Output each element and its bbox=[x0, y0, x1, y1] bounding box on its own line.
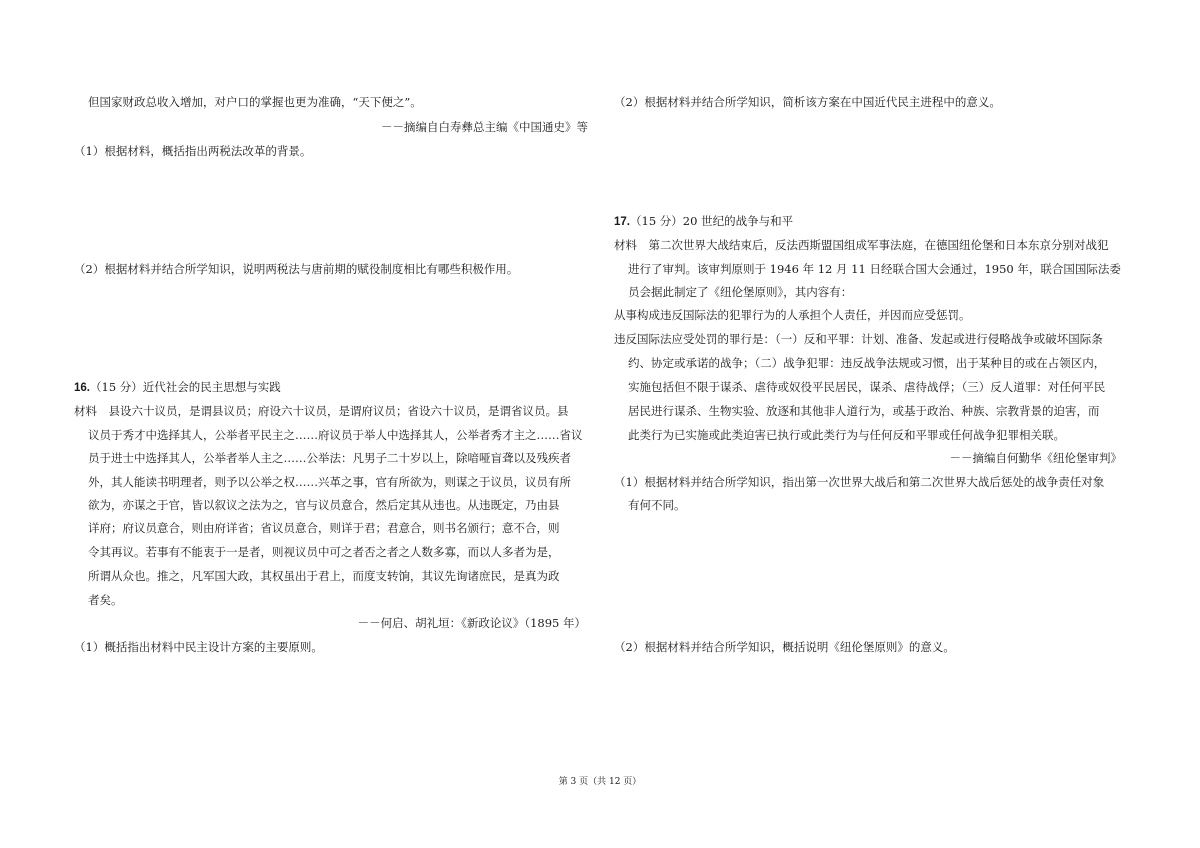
material-16-line-5: 欲为，亦谋之于官，皆以叙议之法为之，官与议员意合，然后定其从违也。从违既定，乃由县 bbox=[88, 498, 560, 512]
question-16-number: 16. bbox=[74, 382, 90, 394]
material-17-line-8: 居民进行谋杀、生物实验、放逐和其他非人道行为，或基于政治、种族、宗教背景的迫害，而 bbox=[628, 404, 1100, 418]
question-17-number: 17. bbox=[614, 216, 630, 228]
question-16-title bbox=[74, 380, 281, 395]
question-16-1: （1）概括指出材料中民主设计方案的主要原则。 bbox=[74, 640, 323, 654]
material-16-line-9: 者矣。 bbox=[88, 593, 123, 607]
material-16-line-7: 令其再议。若事有不能衷于一是者，则视议员中可之者否之者之人数多寡，而以人多者为是， bbox=[88, 545, 560, 559]
material-17-line-3: 员会据此制定了《纽伦堡原则》，其内容有： bbox=[628, 285, 853, 299]
material-17-line-5: 违反国际法应受处罚的罪行是：（一）反和平罪：计划、准备、发起或进行侵略战争或破坏国际条 bbox=[614, 332, 1103, 346]
material-17-line-4: 从事构成违反国际法的犯罪行为的人承担个人责任，并因而应受惩罚。 bbox=[614, 308, 971, 322]
material-16-line-4: 外，其人能读书明理者，则予以公举之权……兴革之事，官有所欲为，则谋之于议员，议员有所 bbox=[88, 475, 571, 489]
material-17-line-2: 进行了审判。该审判原则于 1946 年 12 月 11 日经联合国大会通过，1950 年，联合国国际法委 bbox=[628, 262, 1121, 276]
question-15-2: （2）根据材料并结合所学知识，说明两税法与唐前期的赋役制度相比有哪些积极作用。 bbox=[74, 262, 519, 276]
material-16-line-1: 材料 县设六十议员，是谓县议员；府设六十议员，是谓府议员；省设六十议员，是谓省议员。县 bbox=[74, 404, 569, 418]
material-closing-line: 但国家财政总收入增加，对户口的掌握也更为准确，“天下便之”。 bbox=[88, 95, 422, 109]
question-17-title bbox=[614, 214, 793, 229]
material-17-line-1: 材料 第二次世界大战结束后，反法西斯盟国组成军事法庭，在德国纽伦堡和日本东京分别对战犯 bbox=[614, 238, 1109, 252]
question-15-1: （1）根据材料，概括指出两税法改革的背景。 bbox=[74, 144, 312, 158]
material-17-line-9: 此类行为已实施或此类迫害已执行或此类行为与任何反和平罪或任何战争犯罪相关联。 bbox=[628, 428, 1065, 442]
material-17-line-6: 约、协定或承诺的战争；（二）战争犯罪：违反战争法规或习惯，出于某种目的或在占领区内， bbox=[628, 356, 1106, 370]
material-16-line-8: 所谓从众也。推之，凡军国大政，其权虽出于君上，而度支转饷，其议先询诸庶民，是真为政 bbox=[88, 569, 560, 583]
material-source: －－摘编自白寿彝总主编《中国通史》等 bbox=[381, 120, 588, 134]
material-16-source: －－何启、胡礼垣：《新政论议》（1895 年） bbox=[357, 616, 586, 630]
material-17-line-7: 实施包括但不限于谋杀、虐待或奴役平民居民，谋杀、虐待战俘；（三）反人道罪：对任何平民 bbox=[628, 380, 1106, 394]
question-17-1-line-2: 有何不同。 bbox=[628, 498, 686, 512]
material-17-source: －－摘编自何勤华《纽伦堡审判》 bbox=[949, 451, 1122, 465]
question-17-1-line-1: （1）根据材料并结合所学知识，指出第一次世界大战后和第二次世界大战后惩处的战争责任对象 bbox=[614, 475, 1105, 489]
material-16-line-3: 员于进士中选择其人，公举者举人主之……公举法：凡男子二十岁以上，除喑哑盲聋以及残疾者 bbox=[88, 451, 571, 465]
question-16-2: （2）根据材料并结合所学知识，简析该方案在中国近代民主进程中的意义。 bbox=[614, 95, 1001, 109]
material-16-line-6: 详府；府议员意合，则由府详省；省议员意合，则详于君；君意合，则书名颁行；意不合，则 bbox=[88, 521, 560, 535]
material-16-line-2: 议员于秀才中选择其人，公举者平民主之……府议员于举人中选择其人，公举者秀才主之……省议 bbox=[88, 428, 583, 442]
question-17-2: （2）根据材料并结合所学知识，概括说明《纽伦堡原则》的意义。 bbox=[614, 640, 955, 654]
question-17-heading: （15 分）20 世纪的战争与和平 bbox=[630, 214, 794, 228]
page-footer: 第 3 页（共 12 页） bbox=[558, 777, 642, 787]
question-16-heading: （15 分）近代社会的民主思想与实践 bbox=[90, 380, 281, 394]
